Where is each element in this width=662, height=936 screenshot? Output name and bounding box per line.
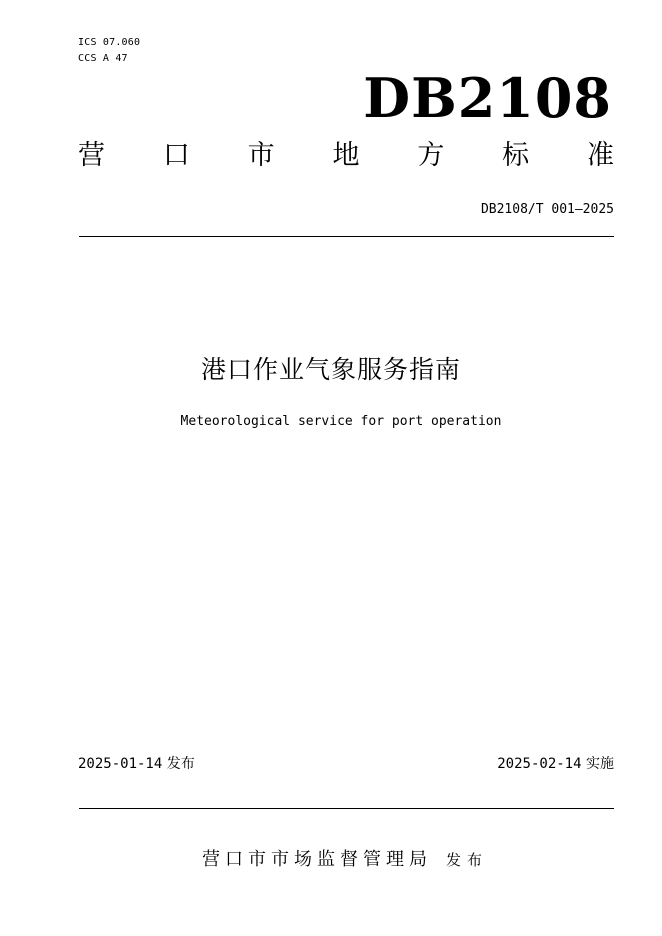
top-divider [79, 236, 614, 237]
document-title-chinese: 港口作业气象服务指南 [200, 355, 461, 384]
implement-date: 2025-02-14 [497, 756, 582, 772]
standard-type-char: 地 [332, 140, 360, 171]
ics-code: ICS 07.060 [78, 37, 141, 48]
standard-number: DB2108/T 001—2025 [480, 202, 614, 217]
issuing-organization: 营口市市场监督管理局 [201, 849, 432, 870]
standard-type-char: 方 [417, 140, 445, 171]
standard-type-char: 标 [502, 140, 530, 171]
publish-date: 2025-01-14 [78, 756, 163, 772]
issuer-line [0, 848, 662, 872]
standard-type-char: 营 [78, 140, 105, 171]
standard-code: DB2108 [363, 66, 612, 130]
publish-label: 发布 [166, 756, 195, 772]
standard-type-title [78, 136, 614, 176]
standard-type-char: 口 [162, 140, 190, 171]
implement-date-line [497, 755, 614, 773]
implement-label: 实施 [586, 756, 614, 772]
standard-type-char: 市 [247, 140, 275, 171]
bottom-divider [79, 808, 614, 809]
issuer-action: 发布 [445, 851, 488, 869]
standard-type-char: 准 [586, 140, 614, 171]
ccs-code: CCS A 47 [78, 53, 128, 64]
publish-date-line [78, 755, 195, 773]
document-title-english: Meteorological service for port operation [180, 414, 502, 429]
